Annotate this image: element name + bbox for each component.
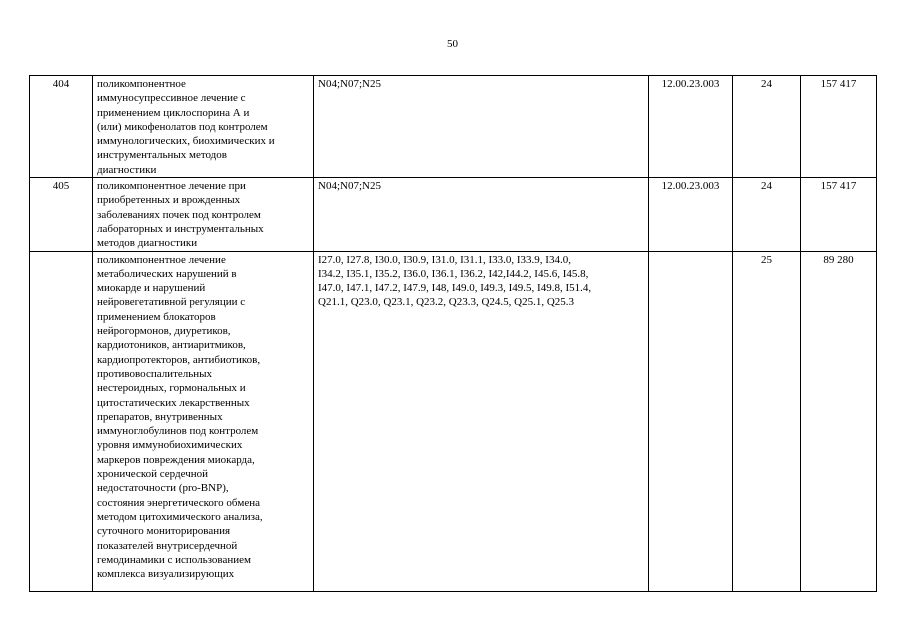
cost-value: 157 417 xyxy=(801,76,877,178)
row-number xyxy=(30,251,93,591)
diagnosis-codes xyxy=(314,76,649,178)
row-number: 404 xyxy=(30,76,93,178)
table-row xyxy=(30,76,877,178)
row-number: 405 xyxy=(30,178,93,251)
treatment-description-text: поликомпонентное лечение метаболических нарушений в миокарде и нарушений нейровегетативной регуляции с применением блокаторов нейрогормонов, диуретиков, кардиотоников, антиаритмиков, кардиопротекторов, антибиотиков, противовоспалительных нестероидных, гормональных и цитостатических лекарственных препаратов, внутривенных иммуноглобулинов под контролем уровня иммунобиохимических маркеров повреждения миокарда, хронической сердечной недостаточности (pro-BNP), состояния энергетического обмена методом цитохимического анализа, суточного мониторирования показателей внутрисердечной гемодинамики с использованием комплекса визуализирующих xyxy=(97,253,263,581)
treatment-description xyxy=(93,178,314,251)
group-code: 12.00.23.003 xyxy=(649,76,733,178)
cost-value: 157 417 xyxy=(801,178,877,251)
treatment-description xyxy=(93,251,314,591)
table-row xyxy=(30,251,877,591)
diagnosis-codes xyxy=(314,178,649,251)
medical-care-table xyxy=(29,75,877,592)
diagnosis-codes-text: I27.0, I27.8, I30.0, I30.9, I31.0, I31.1, I33.0, I33.9, I34.0, I34.2, I35.1, I35.2, I36.0, I36.1, I36.2, I42,I44.2, I45.6, I45.8, I47.0, I47.1, I47.2, I47.9, I48, I49.0, I49.3, I49.5, I49.8, I51.4, Q21.1, Q23.0, Q23.1, Q23.2, Q23.3, Q24.5, Q25.1, Q25.3 xyxy=(318,253,592,309)
group-code xyxy=(649,251,733,591)
treatment-description xyxy=(93,76,314,178)
model-number: 24 xyxy=(733,178,801,251)
diagnosis-codes xyxy=(314,251,649,591)
page-number: 50 xyxy=(447,38,458,50)
diagnosis-codes-text: N04;N07;N25 xyxy=(318,180,381,193)
treatment-description-text: поликомпонентное лечение при приобретенных и врожденных заболеваниях почек под контролем лабораторных и инструментальных методов диагностики xyxy=(97,180,264,250)
treatment-description-text: поликомпонентное иммуносупрессивное лечение с применением циклоспорина А и (или) микофенолатов под контролем иммунологических, биохимических и инструментальных методов диагностики xyxy=(97,78,275,176)
group-code: 12.00.23.003 xyxy=(649,178,733,251)
diagnosis-codes-text: N04;N07;N25 xyxy=(318,78,381,90)
table-row xyxy=(30,178,877,251)
model-number: 25 xyxy=(733,251,801,591)
model-number: 24 xyxy=(733,76,801,178)
cost-value: 89 280 xyxy=(801,251,877,591)
